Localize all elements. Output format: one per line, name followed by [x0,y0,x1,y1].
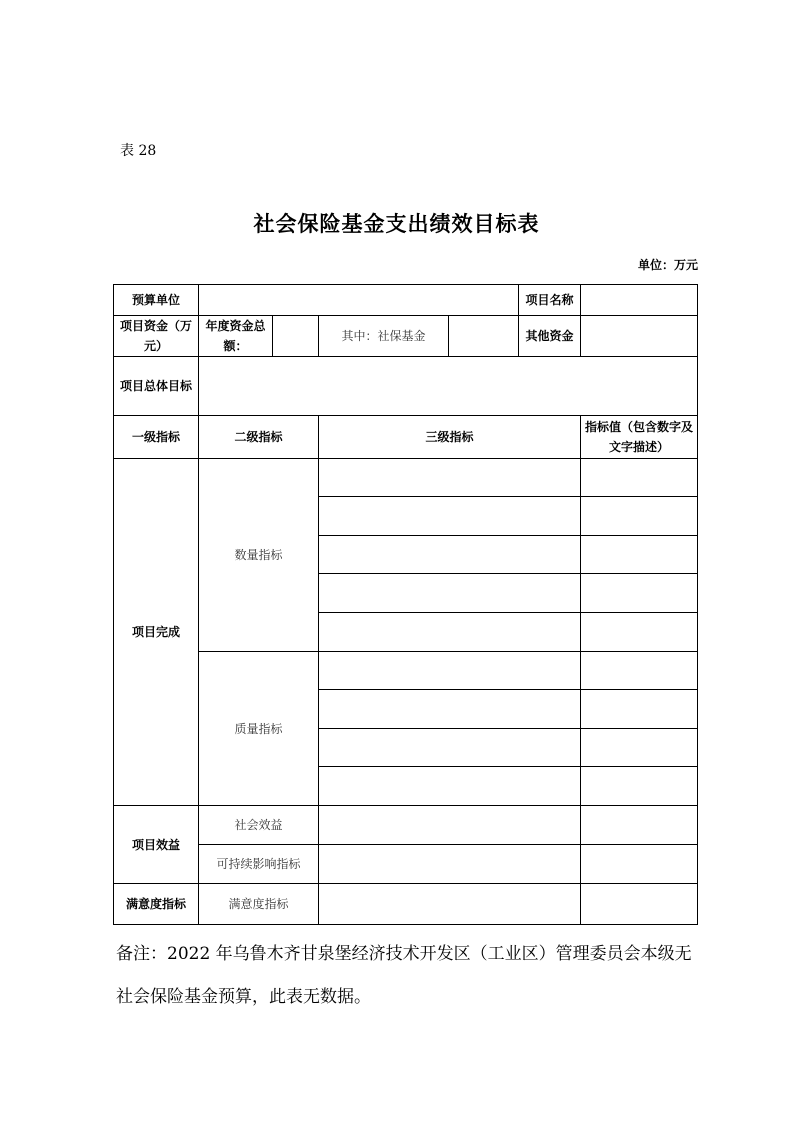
level3-cell [319,845,581,884]
value-cell [581,845,698,884]
level3-cell [319,767,581,806]
quality-indicator-label: 质量指标 [199,652,319,806]
overall-goal-value [199,357,698,416]
budget-unit-label: 预算单位 [114,285,199,316]
social-fund-label: 其中：社保基金 [319,316,449,357]
level3-header: 三级指标 [319,416,581,459]
table-row [114,806,698,845]
value-cell [581,884,698,925]
document-title: 社会保险基金支出绩效目标表 [253,212,540,236]
level3-cell [319,729,581,767]
unit-label: 单位：万元 [637,258,698,272]
level3-cell [319,497,581,536]
value-cell [581,690,698,729]
level3-cell [319,536,581,574]
satisfaction-indicator-label: 满意度指标 [199,884,319,925]
value-cell [581,536,698,574]
overall-goal-row [114,357,698,416]
annual-total-value [273,316,319,357]
table-row [114,459,698,497]
other-funds-value [581,316,698,357]
project-name-value [581,285,698,316]
level3-cell [319,884,581,925]
table-row [114,884,698,925]
annual-total-label: 年度资金总额： [199,316,273,357]
value-cell [581,497,698,536]
column-header-row [114,416,698,459]
value-cell [581,574,698,613]
value-cell [581,613,698,652]
value-cell [581,459,698,497]
quantity-indicator-label: 数量指标 [199,459,319,652]
level2-header: 二级指标 [199,416,319,459]
table-number: 表 28 [120,143,157,159]
footnote: 备注：2022 年乌鲁木齐甘泉堡经济技术开发区（工业区）管理委员会本级无社会保险基金预算，此表无数据。 [116,944,692,1007]
level3-cell [319,690,581,729]
value-cell [581,767,698,806]
value-cell [581,652,698,690]
social-benefit-label: 社会效益 [199,806,319,845]
project-funds-row [114,316,698,357]
satisfaction-group-label: 满意度指标 [114,884,199,925]
project-funds-label: 项目资金（万元） [114,316,199,357]
level1-header: 一级指标 [114,416,199,459]
indicator-value-header: 指标值（包含数字及文字描述） [581,416,698,459]
budget-unit-row [114,285,698,316]
budget-unit-value [199,285,519,316]
other-funds-label: 其他资金 [519,316,581,357]
value-cell [581,729,698,767]
level3-cell [319,574,581,613]
social-fund-value [449,316,519,357]
level3-cell [319,459,581,497]
table-row [114,845,698,884]
sustainable-impact-label: 可持续影响指标 [199,845,319,884]
value-cell [581,806,698,845]
overall-goal-label: 项目总体目标 [114,357,199,416]
level3-cell [319,652,581,690]
table-row [114,652,698,690]
project-name-label: 项目名称 [519,285,581,316]
level3-cell [319,806,581,845]
performance-target-table [113,284,698,925]
level3-cell [319,613,581,652]
benefit-group-label: 项目效益 [114,806,199,884]
completion-group-label: 项目完成 [114,459,199,806]
